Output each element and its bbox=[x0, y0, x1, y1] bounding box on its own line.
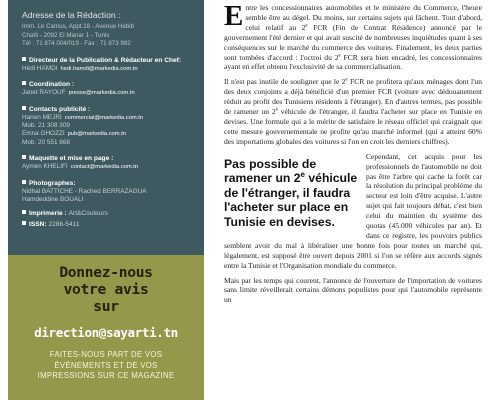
section-label: Imprimerie : bbox=[29, 210, 67, 218]
paragraph-intro: Entre les concessionnaires automobiles et le ministère du Commerce, l'heure semble être au dégel. Du moins, sur certains sujets qui fâchent. Tout d'abord, celui relatif au 2e FCR (Fin de Contrat Résidence) annoncé par le gouvernement l'été dernier et qui avait suscité de nombreuses inquiétudes quant à ses conséquences sur le marché du commerce des voitures. Finalement, les deux parties sont tombées d'accord : l'octroi du 2e FCR sera bien encadré, les concessionnaires ayant en effet obtenu l'exclusivité de sa commercialisation. bbox=[224, 0, 482, 72]
paragraph: Il n'est pas inutile de souligner que le 2e FCR ne profitera qu'aux ménages dont l'un des deux conjoints a déjà bénéficié d'un premier FCR (voiture avec dédouanement réduit au profit des Tunisiens résidents à l'étranger). En d'autres termes, pas possible de ramener un 2e véhicule de l'étranger, il faudra l'acheter sur place en Tunisie en devises. Une formule qui a le mérite de satisfaire le réseau officiel qui craignait que cette mesure gouvernementale ne profite qu'au marché informel (qui a atteint 60% des importations globales des voitures si l'on en croit les derniers chiffres). bbox=[224, 77, 482, 146]
phone-fax-line: Tél : 71 874 004/019 - Fax : 71 873 982 bbox=[22, 40, 131, 48]
person-name: Emna GHOZZI bbox=[22, 130, 65, 138]
bullet-square-icon bbox=[22, 81, 26, 85]
section-label: Coordination : bbox=[29, 81, 75, 89]
issn-number: 2286-5411 bbox=[48, 221, 80, 229]
email-link[interactable]: presse@markedia.com.tn bbox=[68, 90, 135, 97]
person-name: Nidhal BATTICHE - Rached BERRAZAGUA bbox=[22, 187, 147, 195]
printer-name: Art&Couleurs bbox=[68, 210, 108, 218]
bullet-square-icon bbox=[22, 221, 26, 225]
section-director bbox=[22, 57, 194, 73]
section-advertising bbox=[22, 106, 194, 148]
section-issn bbox=[22, 221, 194, 229]
person-name: Hanen MEJRI bbox=[22, 113, 62, 121]
feedback-email-link[interactable]: direction@sayarti.tn bbox=[34, 325, 178, 340]
masthead-sidebar bbox=[0, 0, 207, 400]
section-label: Contacts publicité : bbox=[29, 105, 91, 113]
bullet-square-icon bbox=[22, 155, 26, 159]
feedback-callout bbox=[8, 255, 204, 400]
phone-line: Mob. 20 551 868 bbox=[22, 138, 70, 146]
pull-quote: Pas possible de ramener un 2e véhicule de l'étranger, il faudra l'acheter sur place en Tunisie en devises. bbox=[224, 156, 358, 230]
bullet-square-icon bbox=[22, 57, 26, 61]
address-line: Imm. Le Camus, Appt.18 - Avenue Habib bbox=[22, 23, 135, 30]
section-label: Directeur de la Publication & Rédacteur en Chef: bbox=[29, 56, 182, 64]
email-link[interactable]: commercial@markedia.com.tn bbox=[64, 114, 144, 121]
section-label: Photographes: bbox=[29, 179, 76, 187]
bullet-square-icon bbox=[22, 106, 26, 110]
section-printer bbox=[22, 210, 194, 218]
address-line: Chatti - 2092 El Manar 1 - Tunis bbox=[22, 31, 110, 39]
section-layout bbox=[22, 155, 194, 171]
section-coordination bbox=[22, 81, 194, 97]
email-link[interactable]: pub@markedia.com.tn bbox=[67, 131, 127, 138]
callout-footer: FAITES-NOUS PART DE VOS ÉVÉNEMENTS ET DE VOS IMPRESSIONS SUR CE MAGAZINE bbox=[37, 350, 175, 380]
bullet-square-icon bbox=[22, 210, 26, 214]
person-name: Hédi HAMDI bbox=[22, 64, 58, 72]
paragraph: Mais par les temps qui courent, l'annonce de l'ouverture de l'importation de voitures sans limite réveillerait certains démons populistes pour qui l'automobile représente un bbox=[224, 275, 482, 305]
section-photographers bbox=[22, 180, 194, 205]
section-label: Maquette et mise en page : bbox=[29, 155, 114, 163]
email-link[interactable]: hedi.hamdi@markedia.com.tn bbox=[60, 65, 138, 72]
paragraph: Cependant, cet acquis pour les professionnels de l'automobile ne doit pas être l'arbre qui cache la forêt car la résolution du principal problème du secteur est loin d'être acquise. L'autre sujet qui fait toujours débat, c'est bien celui du maintien du système des quotas (45.000 véhicules par an). Et dans ce registre, les pouvoirs publics semblent avoir du mal à libéraliser une bonne fois pour toutes un marché qui, légalement, est supposé être ouvert depuis 2001 si l'on se réfère aux accords signés entre la Tunisie et l'Organisation mondiale du commerce. bbox=[224, 151, 482, 270]
callout-headline: Donnez-nous votre avis sur bbox=[59, 264, 153, 315]
address-title: Adresse de la Rédaction : bbox=[22, 10, 121, 20]
section-label: ISSN: bbox=[29, 221, 47, 229]
editorial-info-panel bbox=[8, 0, 204, 255]
phone-line: Mob. 21 308 309 bbox=[22, 122, 70, 129]
bullet-square-icon bbox=[22, 180, 26, 184]
person-name: Hamdeddine BOUALI bbox=[22, 196, 84, 204]
drop-cap: E bbox=[224, 0, 244, 32]
person-name: Aymen KHELIFI bbox=[22, 163, 68, 171]
person-name: Janet RAYOUF bbox=[22, 89, 66, 97]
article-body bbox=[224, 0, 482, 400]
email-link[interactable]: contact@markedia.com.tn bbox=[70, 164, 139, 171]
